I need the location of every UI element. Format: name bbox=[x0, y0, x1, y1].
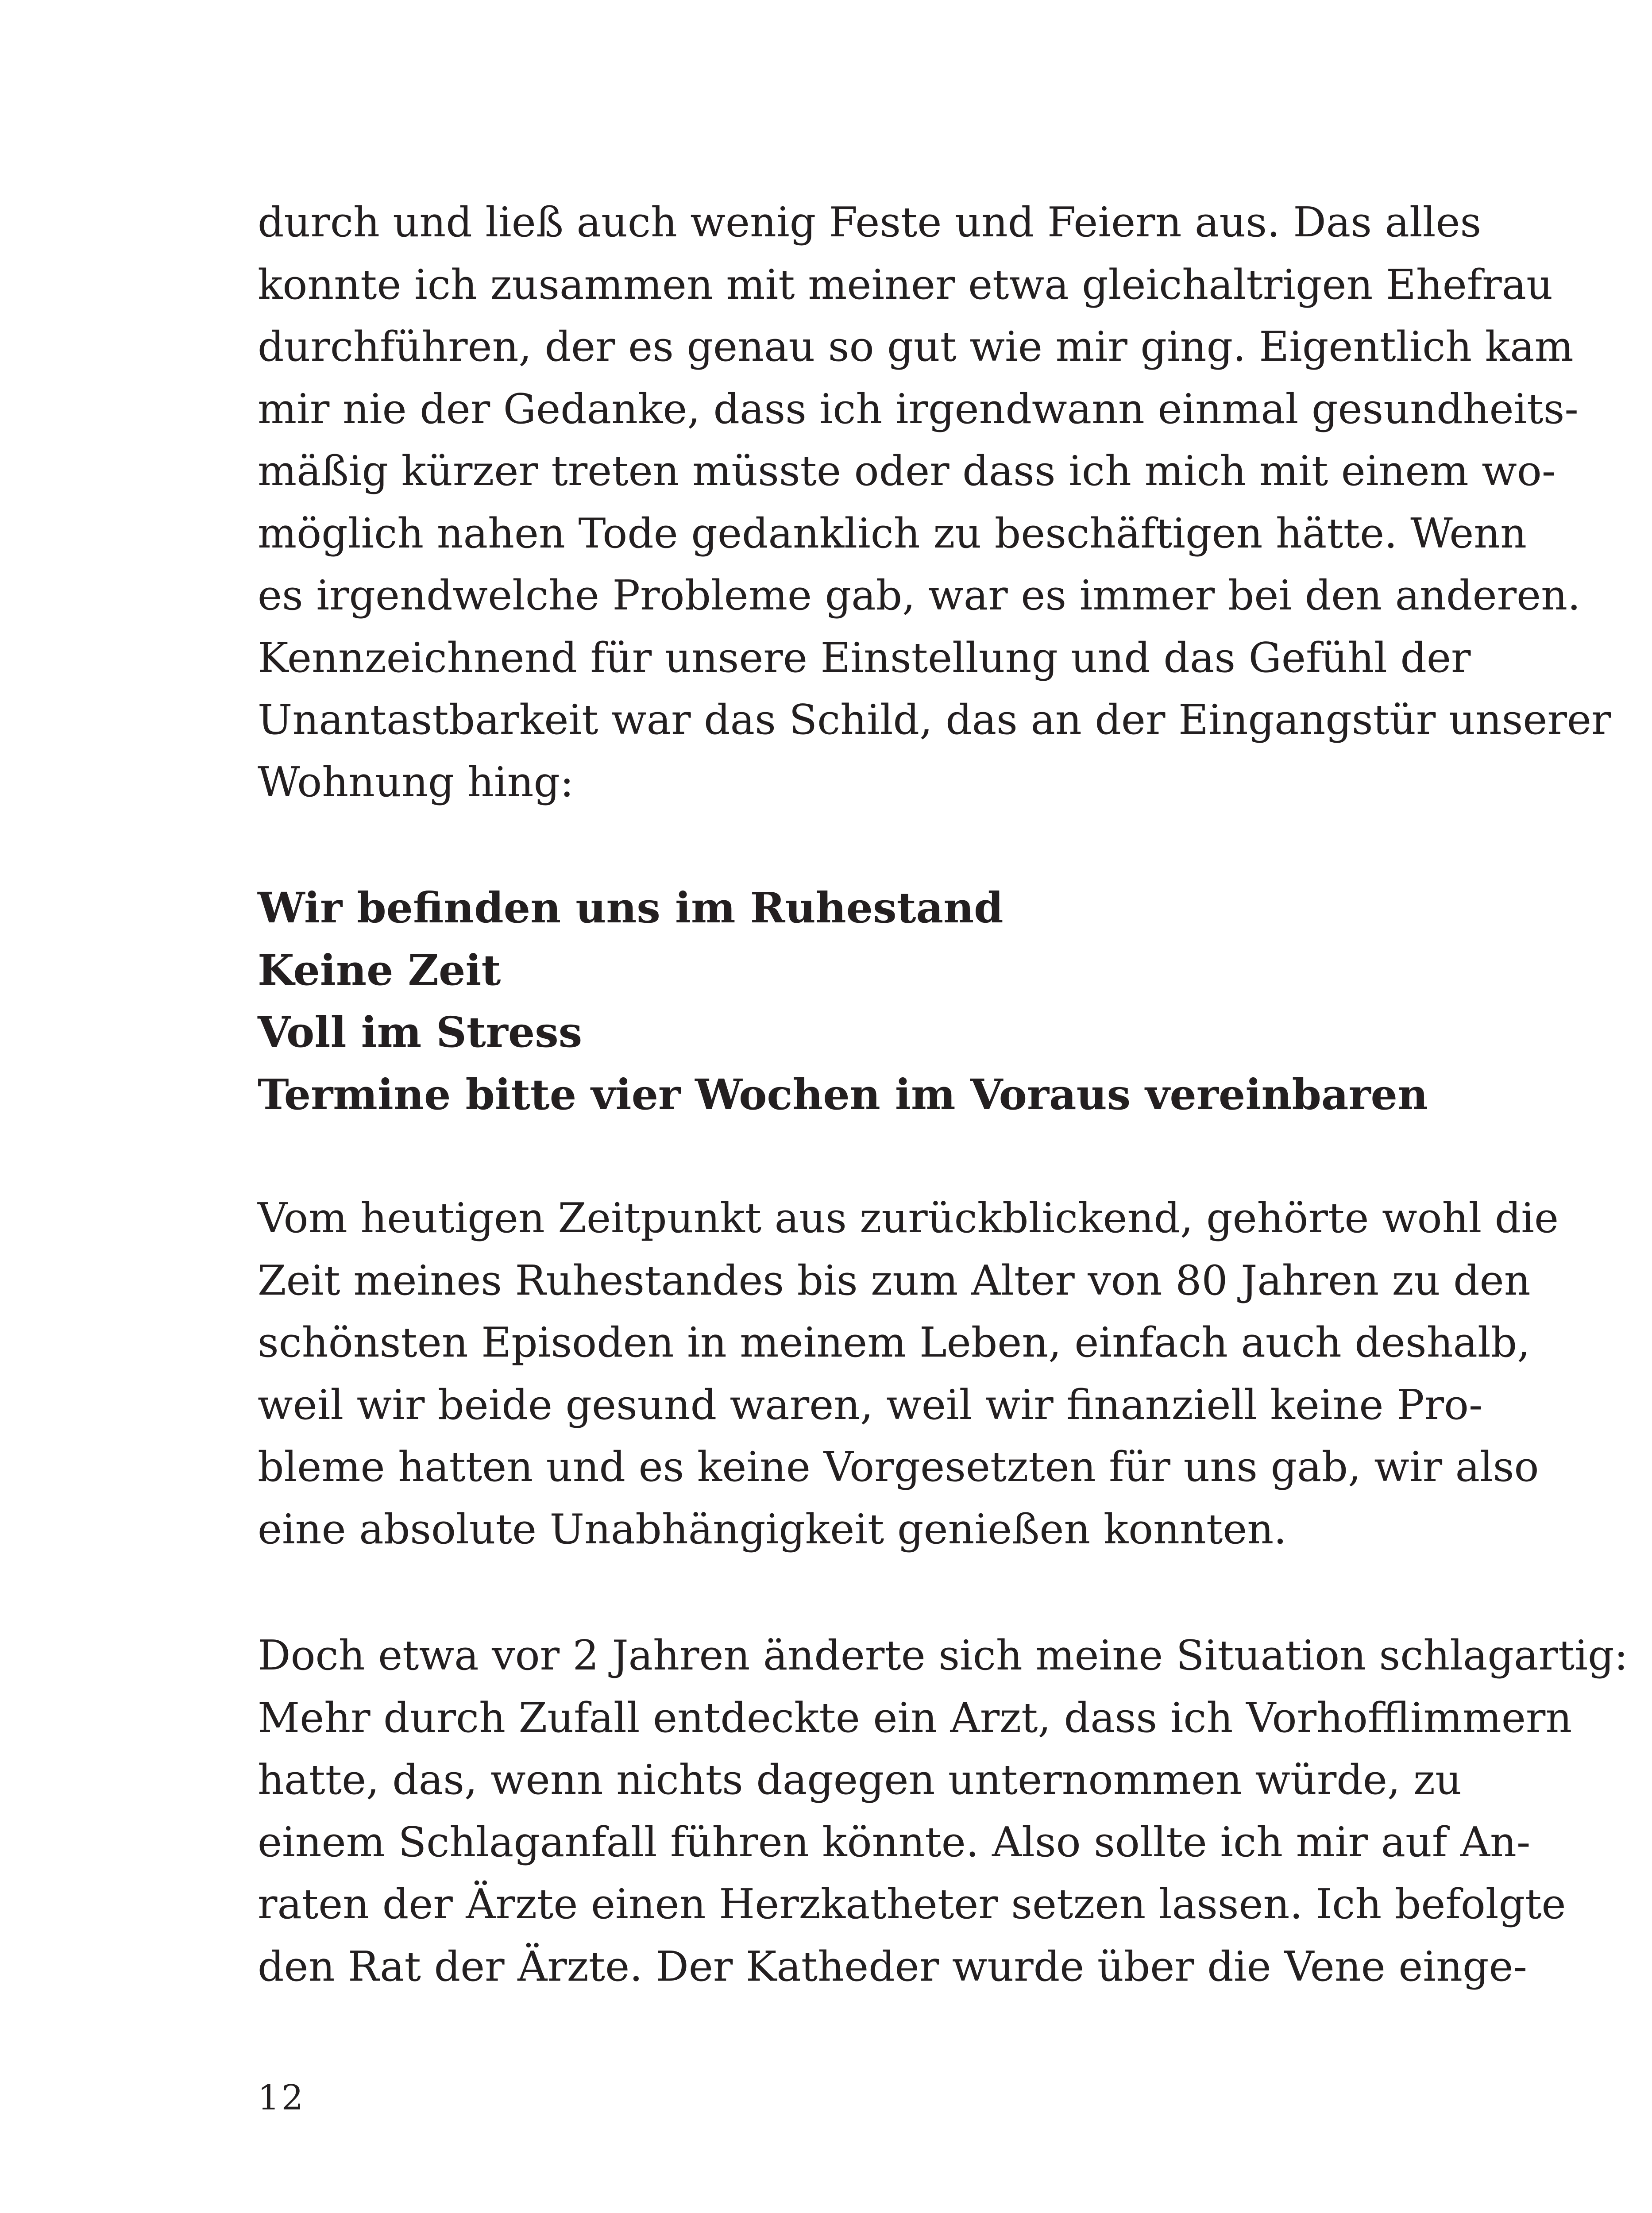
sign-line: Wir befinden uns im Ruhestand bbox=[258, 883, 1004, 933]
text-line: weil wir beide gesund waren, weil wir finanziell keine Pro- bbox=[258, 1380, 1483, 1429]
text-line: Doch etwa vor 2 Jahren änderte sich meine Situation schlagartig: bbox=[258, 1631, 1628, 1679]
text-line: mäßig kürzer treten müsste oder dass ich mich mit einem wo- bbox=[258, 447, 1556, 495]
text-line: den Rat der Ärzte. Der Katheder wurde über die Vene einge- bbox=[258, 1942, 1528, 1990]
sign-line: Keine Zeit bbox=[258, 945, 501, 995]
text-line: Wohnung hing: bbox=[258, 758, 574, 806]
text-line: einem Schlaganfall führen könnte. Also sollte ich mir auf An- bbox=[258, 1818, 1531, 1866]
text-line: Zeit meines Ruhestandes bis zum Alter von 80 Jahren zu den bbox=[258, 1256, 1531, 1304]
text-line: Kennzeichnend für unsere Einstellung und das Gefühl der bbox=[258, 633, 1471, 682]
text-line: raten der Ärzte einen Herzkatheter setzen lassen. Ich befolgte bbox=[258, 1880, 1566, 1928]
text-line: bleme hatten und es keine Vorgesetzten für uns gab, wir also bbox=[258, 1443, 1539, 1491]
sign-line: Termine bitte vier Wochen im Voraus vereinbaren bbox=[258, 1070, 1428, 1119]
page-number: 12 bbox=[258, 2078, 305, 2118]
text-line: konnte ich zusammen mit meiner etwa gleichaltrigen Ehefrau bbox=[258, 260, 1553, 308]
text-line: möglich nahen Tode gedanklich zu beschäftigen hätte. Wenn bbox=[258, 509, 1527, 557]
text-line: mir nie der Gedanke, dass ich irgendwann einmal gesundheits- bbox=[258, 385, 1579, 433]
text-line: Mehr durch Zufall entdeckte ein Arzt, dass ich Vorhofflimmern bbox=[258, 1693, 1572, 1742]
text-line: Vom heutigen Zeitpunkt aus zurückblickend, gehörte wohl die bbox=[258, 1194, 1559, 1242]
paragraph-3 bbox=[258, 1624, 1628, 1997]
text-line: eine absolute Unabhängigkeit genießen konnten. bbox=[258, 1505, 1287, 1553]
text-line: Unantastbarkeit war das Schild, das an der Eingangstür unserer bbox=[258, 696, 1611, 744]
text-line: durchführen, der es genau so gut wie mir ging. Eigentlich kam bbox=[258, 323, 1574, 370]
text-line: durch und ließ auch wenig Feste und Feiern aus. Das alles bbox=[258, 198, 1482, 246]
paragraph-2 bbox=[258, 1187, 1559, 1560]
text-line: hatte, das, wenn nichts dagegen unternommen würde, zu bbox=[258, 1756, 1462, 1804]
paragraph-1 bbox=[258, 191, 1611, 813]
door-sign-quote bbox=[258, 877, 1428, 1126]
text-line: es irgendwelche Probleme gab, war es immer bei den anderen. bbox=[258, 571, 1581, 619]
text-line: schönsten Episoden in meinem Leben, einfach auch deshalb, bbox=[258, 1319, 1530, 1366]
sign-line: Voll im Stress bbox=[258, 1008, 583, 1057]
